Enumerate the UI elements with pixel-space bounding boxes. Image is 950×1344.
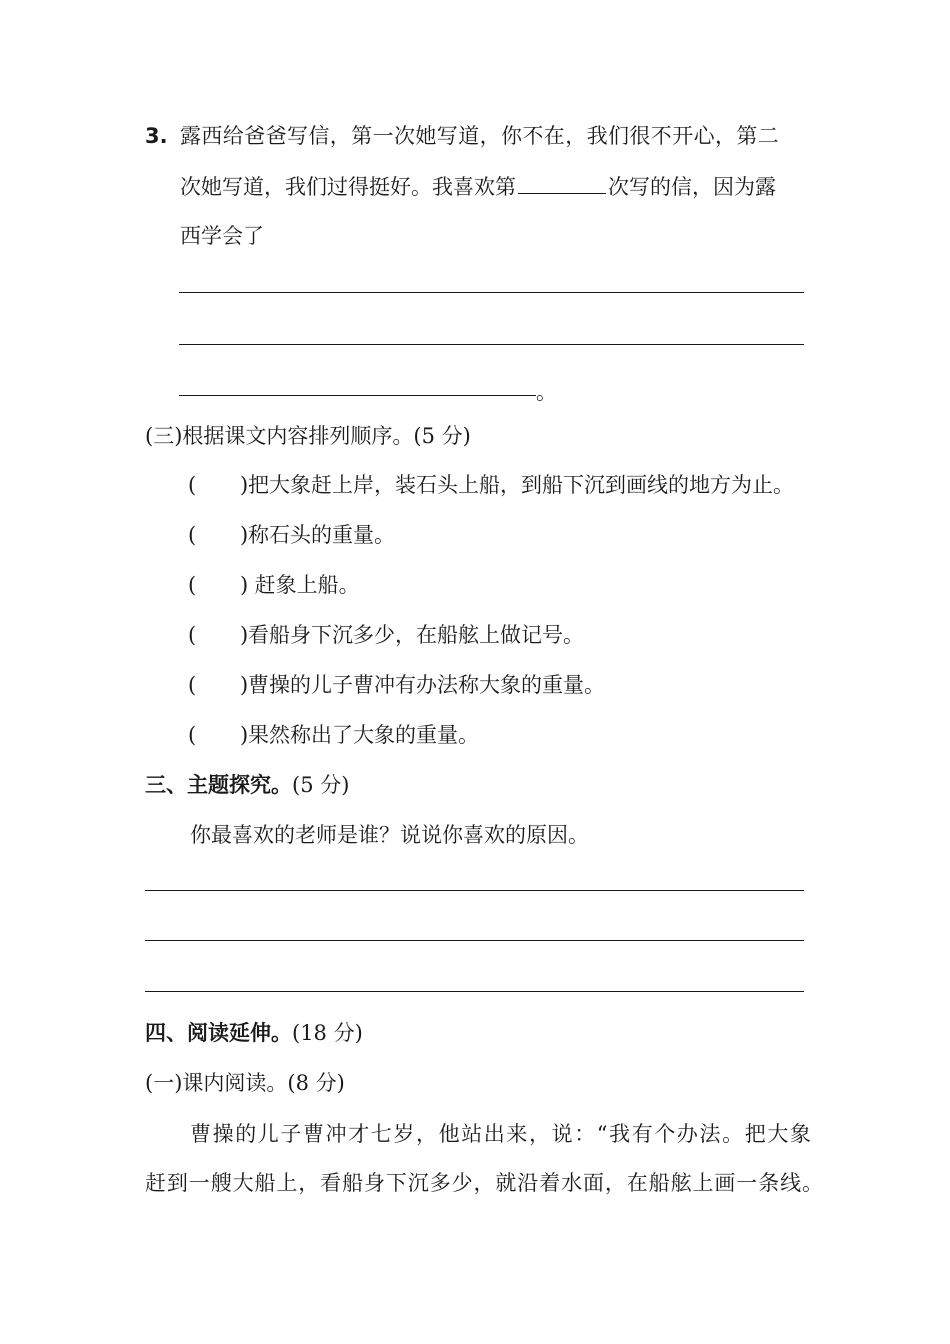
paren-close: ) (240, 673, 249, 697)
fill-blank[interactable] (518, 171, 606, 194)
paren-open: ( (188, 573, 197, 597)
order-item (0, 720, 950, 750)
order-item-text: 称石头的重量。 (248, 523, 395, 547)
section-heading-score: (5 分) (292, 773, 350, 797)
order-item-text: 果然称出了大象的重量。 (248, 723, 479, 747)
section-heading-title: 四、阅读延伸。 (145, 1021, 292, 1045)
paren-close: ) (240, 523, 249, 547)
answer-line[interactable] (145, 940, 804, 941)
order-item (0, 570, 950, 600)
paren-close: ) (240, 723, 249, 747)
paren-open: ( (188, 723, 197, 747)
paren-open: ( (188, 673, 197, 697)
answer-line[interactable] (179, 292, 804, 293)
question-number: 3. (145, 124, 168, 148)
order-item (0, 670, 950, 700)
question-text-line-1: 露西给爸爸写信，第一次她写道，你不在，我们很不开心，第二 (180, 124, 780, 148)
order-item-text: 看船身下沉多少，在船舷上做记号。 (248, 623, 584, 647)
answer-line[interactable] (145, 991, 804, 992)
prompt-text: 你最喜欢的老师是谁？说说你喜欢的原因。 (190, 823, 589, 847)
paren-open: ( (188, 473, 197, 497)
paren-close: ) (240, 573, 249, 597)
paren-close: ) (240, 623, 249, 647)
paren-open: ( (188, 523, 197, 547)
section-heading-score: (18 分) (292, 1021, 363, 1045)
order-item-text: 把大象赶上岸，装石头上船，到船下沉到画线的地方为止。 (248, 473, 794, 497)
paren-close: ) (240, 473, 249, 497)
question-text-before-blank: 次她写道，我们过得挺好。我喜欢第 (180, 175, 516, 199)
section-subtitle: (一)课内阅读。(8 分) (145, 1071, 345, 1095)
order-item-text: 曹操的儿子曹冲有办法称大象的重量。 (248, 673, 605, 697)
answer-line[interactable] (145, 890, 804, 891)
section-heading (145, 1018, 363, 1048)
passage-line-2: 赶到一艘大船上，看船身下沉多少，就沿着水面，在船舷上画一条线。 (145, 1171, 824, 1195)
section-heading-title: 三、主题探究。 (145, 773, 292, 797)
question-text-line-3: 西学会了 (180, 224, 264, 248)
question-text-line-2 (180, 171, 776, 202)
order-item (0, 520, 950, 550)
section-heading (145, 770, 349, 800)
answer-line[interactable] (179, 344, 804, 345)
paren-open: ( (188, 623, 197, 647)
order-item-text: 赶象上船。 (248, 573, 360, 597)
order-item (0, 620, 950, 650)
section-subtitle: (三)根据课文内容排列顺序。(5 分) (145, 424, 471, 448)
question-text-after-blank: 次写的信，因为露 (608, 175, 776, 199)
end-mark: 。 (536, 380, 557, 404)
passage-line-1: 曹操的儿子曹冲才七岁，他站出来，说：“我有个办法。把大象 (190, 1122, 813, 1146)
answer-line[interactable] (179, 395, 536, 396)
order-item (0, 470, 950, 500)
